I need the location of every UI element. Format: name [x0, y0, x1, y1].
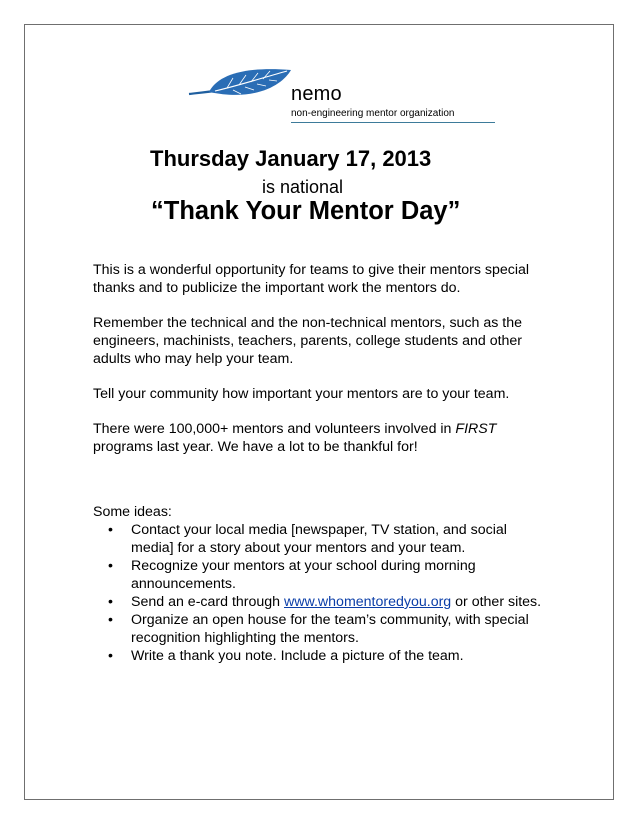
idea-text: Organize an open house for the team’s community, with special recognition highlighting the mentors.	[131, 612, 529, 646]
bullet-icon: •	[108, 612, 113, 628]
list-item	[108, 521, 553, 557]
idea-text: Write a thank you note. Include a picture of the team.	[131, 648, 464, 664]
logo-name: nemo	[291, 83, 342, 105]
ideas-list	[93, 521, 553, 665]
whomentoredyou-link[interactable]: www.whomentoredyou.org	[284, 594, 452, 610]
mentor-count-text: There were 100,000+ mentors and volunteers involved in	[93, 421, 456, 437]
body-text	[93, 261, 553, 665]
list-item	[108, 647, 553, 665]
bullet-icon: •	[108, 522, 113, 538]
paragraph-remember: Remember the technical and the non-technical mentors, such as the engineers, machinists, teachers, parents, college students and other adults who may help your team.	[93, 315, 523, 367]
is-national-text: is national	[262, 177, 344, 197]
mentor-count-text-end: programs last year. We have a lot to be thankful for!	[93, 439, 418, 455]
logo-tagline: non-engineering mentor organization	[291, 108, 455, 119]
paragraph-community: Tell your community how important your mentors are to your team.	[93, 386, 510, 402]
idea-text: Send an e-card through	[131, 594, 285, 610]
day-title: “Thank Your Mentor Day”	[151, 197, 461, 225]
idea-text: Contact your local media [newspaper, TV station, and social media] for a story about your mentors and your team.	[131, 522, 507, 556]
bullet-icon: •	[108, 558, 113, 574]
nemo-logo	[187, 64, 497, 126]
idea-text-end: or other sites.	[451, 594, 542, 610]
first-italic: FIRST	[455, 421, 497, 437]
paragraph-opportunity: This is a wonderful opportunity for teams to give their mentors special thanks and to publicize the important work the mentors do.	[93, 262, 530, 296]
paragraph-mentor-count	[93, 420, 553, 456]
bullet-icon: •	[108, 594, 113, 610]
feather-icon	[187, 64, 297, 124]
idea-text: Recognize your mentors at your school during morning announcements.	[131, 558, 476, 592]
bullet-icon: •	[108, 648, 113, 664]
list-item	[108, 557, 553, 593]
list-item	[108, 593, 553, 611]
ideas-title: Some ideas:	[93, 504, 172, 520]
event-date: Thursday January 17, 2013	[150, 146, 432, 171]
list-item	[108, 611, 553, 647]
logo-rule	[291, 122, 495, 123]
